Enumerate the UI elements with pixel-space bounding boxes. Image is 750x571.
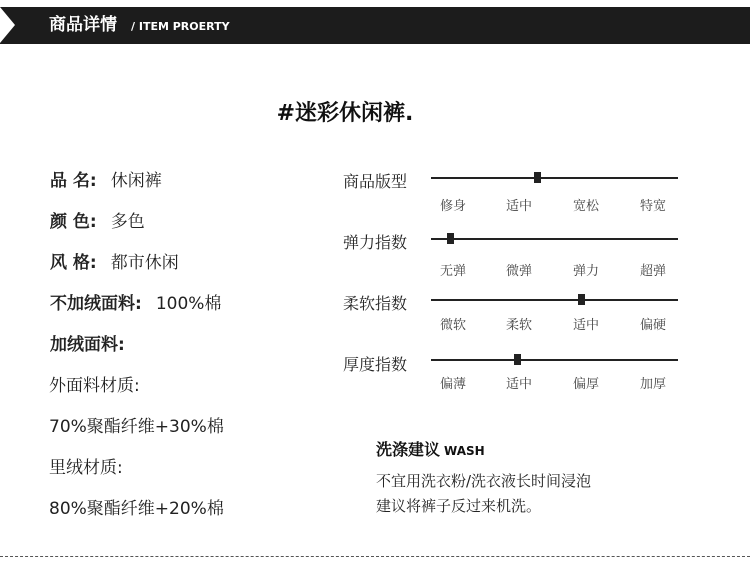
spec-row-name <box>50 166 162 191</box>
scale-tick: 宽松 <box>572 199 599 214</box>
wash-title-en: WASH <box>444 444 485 458</box>
outer-material-label: 外面料材质: <box>49 376 140 396</box>
spec-label: 不加绒面料: <box>50 294 142 314</box>
scale-softness-marker <box>578 294 585 305</box>
scale-tick: 适中 <box>572 318 599 333</box>
spec-value: 多色 <box>110 212 145 232</box>
dashed-divider <box>0 556 750 557</box>
scale-fit-marker <box>534 172 541 183</box>
spec-row-fleece-fabric <box>50 330 139 355</box>
scale-softness-label: 柔软指数 <box>343 294 408 313</box>
scale-tick: 微弹 <box>505 264 532 279</box>
header-subtitle: / ITEM PROERTY <box>131 20 230 33</box>
scale-thickness-label: 厚度指数 <box>343 355 408 374</box>
spec-label: 颜 色: <box>50 212 97 232</box>
spec-row-style <box>50 248 179 273</box>
scale-tick: 偏硬 <box>639 318 666 333</box>
spec-label: 加绒面料: <box>50 335 125 355</box>
spec-row-fabric <box>50 289 221 314</box>
lining-material-label: 里绒材质: <box>49 458 123 478</box>
product-title: #迷彩休闲裤. <box>276 101 414 126</box>
spec-value: 都市休闲 <box>110 253 179 273</box>
scale-fit-label: 商品版型 <box>343 172 408 191</box>
scale-tick: 偏薄 <box>439 377 466 392</box>
spec-label: 品 名: <box>50 171 97 191</box>
spec-row-color <box>50 207 145 232</box>
wash-instruction: 建议将裤子反过来机洗。 <box>376 497 542 515</box>
scale-fit-line <box>431 177 678 179</box>
spec-label: 风 格: <box>50 253 97 273</box>
wash-title-cn: 洗涤建议 <box>376 440 441 459</box>
spec-value: 休闲裤 <box>110 171 162 191</box>
lining-material-value: 80%聚酯纤维+20%棉 <box>49 499 224 519</box>
wash-title <box>376 437 485 460</box>
scale-tick: 柔软 <box>505 318 532 333</box>
scale-thickness-marker <box>514 354 521 365</box>
scale-tick: 弹力 <box>572 264 599 279</box>
scale-softness-line <box>431 299 678 301</box>
scale-elasticity-line <box>431 238 678 240</box>
header-notch-decoration <box>0 7 15 43</box>
scale-elasticity-marker <box>447 233 454 244</box>
scale-tick: 超弹 <box>639 264 666 279</box>
scale-tick: 适中 <box>505 199 532 214</box>
scale-tick: 微软 <box>439 318 466 333</box>
spec-value: 100%棉 <box>155 294 222 314</box>
header-title: 商品详情 <box>49 15 117 35</box>
scale-tick: 加厚 <box>639 377 666 392</box>
scale-tick: 适中 <box>505 377 532 392</box>
outer-material-value: 70%聚酯纤维+30%棉 <box>49 417 224 437</box>
scale-tick: 特宽 <box>639 199 666 214</box>
scale-tick: 修身 <box>439 199 466 214</box>
scale-tick: 无弹 <box>439 264 466 279</box>
scale-thickness-line <box>431 359 678 361</box>
wash-instruction: 不宜用洗衣粉/洗衣液长时间浸泡 <box>376 472 592 490</box>
scale-elasticity-label: 弹力指数 <box>343 233 408 252</box>
scale-tick: 偏厚 <box>572 377 599 392</box>
